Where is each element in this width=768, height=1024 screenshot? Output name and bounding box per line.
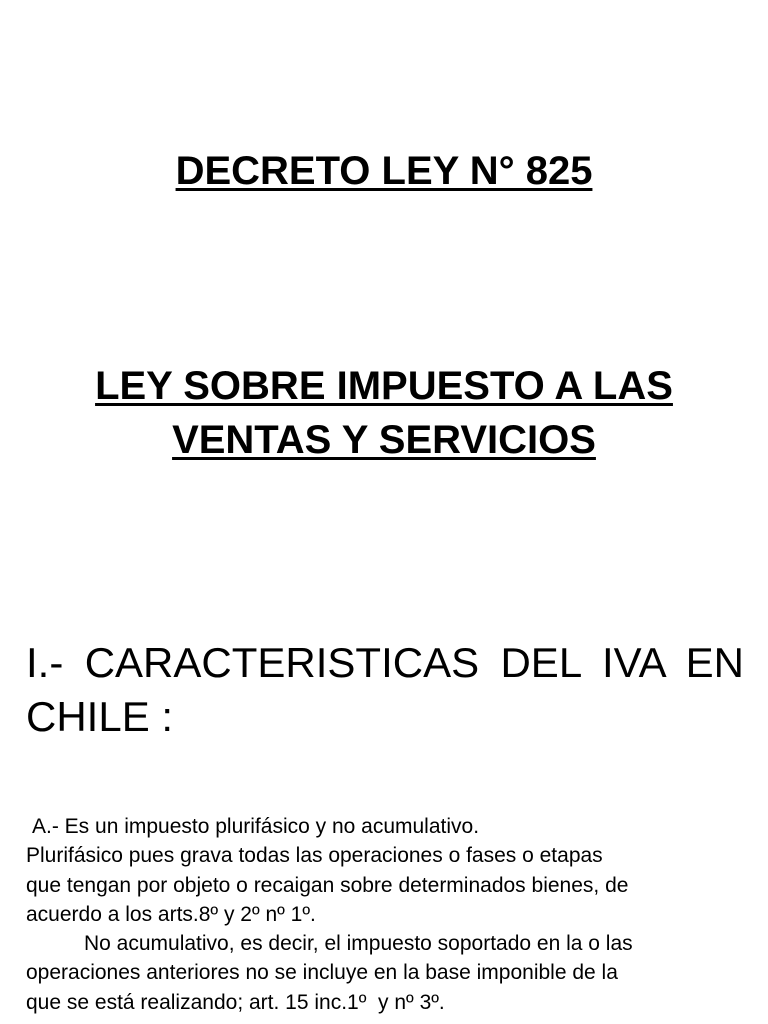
law-title-line-2: VENTAS Y SERVICIOS — [172, 418, 596, 462]
body-line-6: operaciones anteriores no se incluye en la base imponible de la — [26, 961, 618, 985]
body-text — [26, 812, 742, 1017]
law-title-line-1: LEY SOBRE IMPUESTO A LAS — [95, 364, 673, 408]
body-line-3: que tengan por objeto o recaigan sobre determinados bienes, de — [26, 873, 629, 897]
body-line-1: A.- Es un impuesto plurifásico y no acumulativo. — [32, 815, 480, 838]
body-line-2: Plurifásico pues grava todas las operaciones o fases o etapas — [26, 844, 603, 868]
body-line-7: que se está realizando; art. 15 inc.1º y nº 3º. — [26, 990, 445, 1014]
body-line-4: acuerdo a los arts.8º y 2º nº 1º. — [26, 902, 316, 926]
body-line-5: No acumulativo, es decir, el impuesto soportado en la o las — [84, 932, 633, 956]
decree-title — [0, 144, 768, 198]
decree-title-text: DECRETO LEY N° 825 — [175, 149, 593, 193]
law-title — [0, 359, 768, 467]
section-heading: I.- CARACTERISTICAS DEL IVA EN CHILE : — [26, 639, 744, 740]
